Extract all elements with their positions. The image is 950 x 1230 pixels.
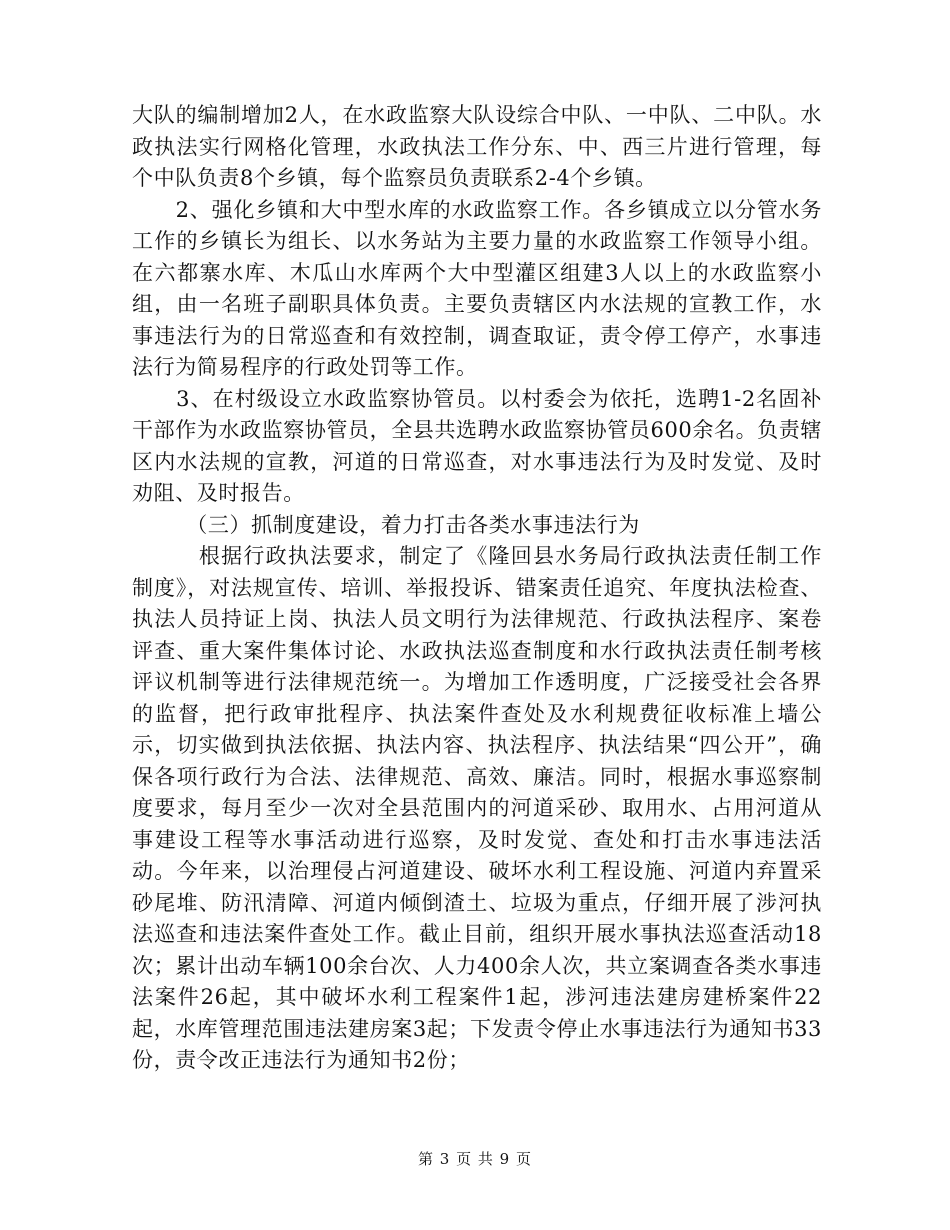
section-heading-system-building: （三）抓制度建设，着力打击各类水事违法行为	[132, 512, 640, 537]
paragraph-township-supervision: 2、强化乡镇和大中型水库的水政监察工作。各乡镇成立以分管水务工作的乡镇长为组长、以水务站为主要力量的水政监察工作领导小组。在六都寨水库、木瓜山水库两个大中型灌区组建3人以上的水政监察小组，由一名班子副职具体负责。主要负责辖区内水法规的宣教工作，水事违法行为的日常巡查和有效控制，调查取证，责令停工停产，水事违法行为简易程序的行政处罚等工作。	[132, 197, 822, 379]
paragraph-enforcement-system: 根据行政执法要求，制定了《隆回县水务局行政执法责任制工作制度》，对法规宣传、培训、举报投诉、错案责任追究、年度执法检查、执法人员持证上岗、执法人员文明行为法律规范、行政执法程序、案卷评查、重大案件集体讨论、水政执法巡查制度和水行政执法责任制考核评议机制等进行法律规范统一。为增加工作透明度，广泛接受社会各界的监督，把行政审批程序、执法案件查处及水利规费征收标准上墙公示，切实做到执法依据、执法内容、执法程序、执法结果“四公开”，确保各项行政行为合法、法律规范、高效、廉洁。同时，根据水事巡察制度要求，每月至少一次对全县范围内的河道采砂、取用水、占用河道从事建设工程等水事活动进行巡察，及时发觉、查处和打击水事违法活动。今年来，以治理侵占河道建设、破坏水利工程设施、河道内弃置采砂尾堆、防汛清障、河道内倾倒渣土、垃圾为重点，仔细开展了涉河执法巡查和违法案件查处工作。截止目前，组织开展水事执法巡查活动18次；累计出动车辆100余台次、人力400余人次，共立案调查各类水事违法案件26起，其中破坏水利工程案件1起，涉河违法建房建桥案件22起，水库管理范围违法建房案3起；下发责令停止水事违法行为通知书33份，责令改正违法行为通知书2份；	[132, 544, 822, 1072]
paragraph-village-coordinators: 3、在村级设立水政监察协管员。以村委会为依托，选聘1-2名固补干部作为水政监察协管员，全县共选聘水政监察协管员600余名。负责辖区内水法规的宣教，河道的日常巡查，对水事违法行为及时发觉、及时劝阻、及时报告。	[132, 386, 822, 505]
page-number-footer: 第 3 页 共 9 页	[418, 1150, 532, 1168]
document-body	[132, 100, 822, 1077]
paragraph-staffing: 大队的编制增加2人，在水政监察大队设综合中队、一中队、二中队。水政执法实行网格化管理，水政执法工作分东、中、西三片进行管理，每个中队负责8个乡镇，每个监察员负责联系2-4个乡镇。	[132, 103, 822, 190]
